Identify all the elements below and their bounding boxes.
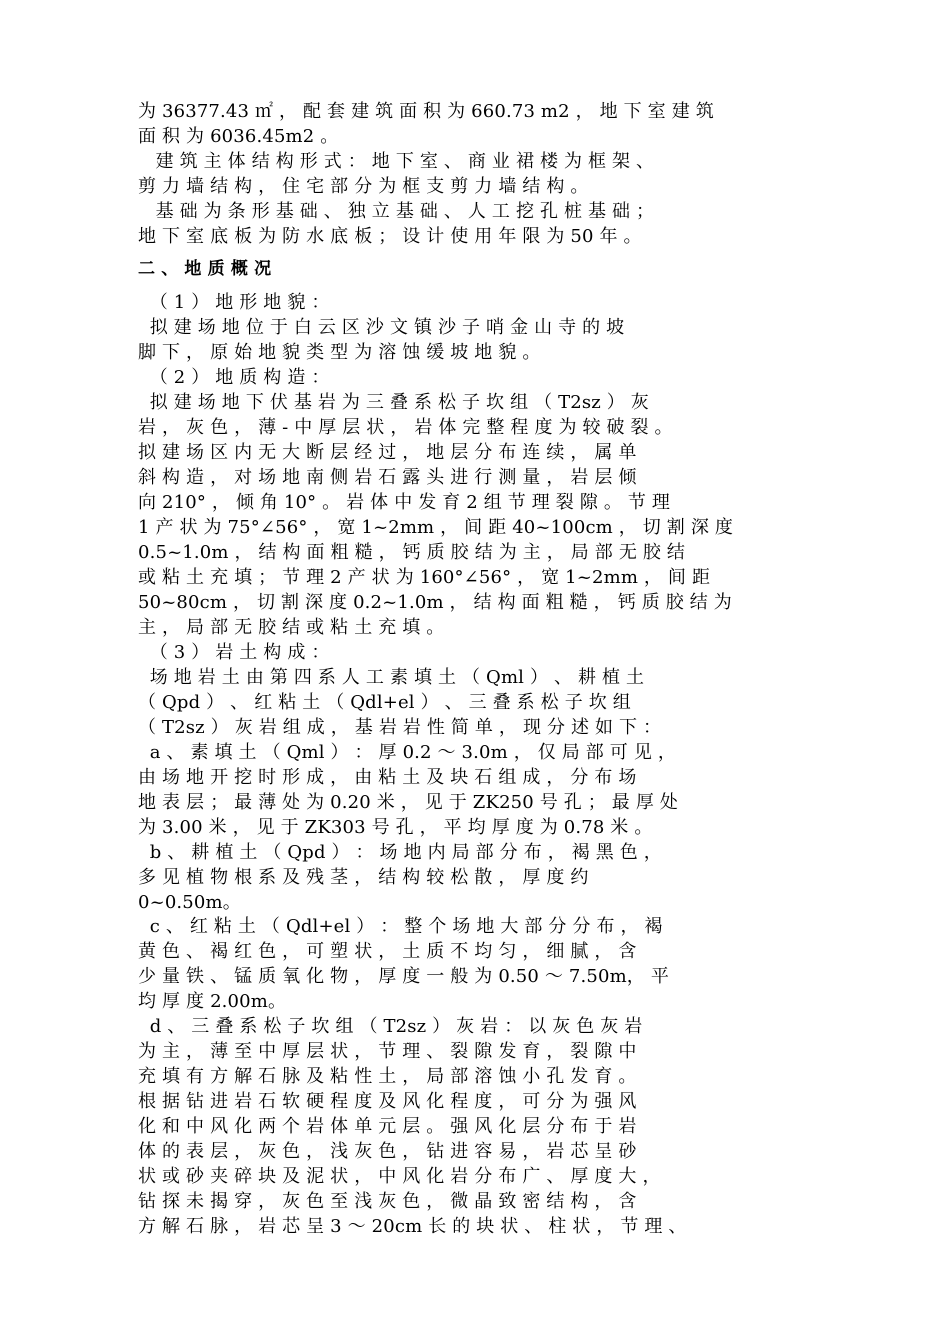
text-line: 面 积 为 6036.45m2 。 [138, 126, 339, 147]
text-line: 钻 探 未 揭 穿 ， 灰 色 至 浅 灰 色 ， 微 晶 致 密 结 构 ， 含 [138, 1191, 637, 1212]
text-line: 体 的 表 层 ， 灰 色 ， 浅 灰 色 ， 钻 进 容 易 ， 岩 芯 呈 砂 [138, 1141, 637, 1162]
text-line: 主 ， 局 部 无 胶 结 或 粘 土 充 填 。 [138, 617, 445, 638]
text-line: 50~80cm ， 切 割 深 度 0.2~1.0m ， 结 构 面 粗 糙 ， 钙 质 胶 结 为 [138, 592, 732, 613]
text-line: c 、 红 粘 土 （ Qdl+el ） ： 整 个 场 地 大 部 分 分 布 ， 褐 [138, 916, 663, 937]
text-line: 脚 下 ， 原 始 地 貌 类 型 为 溶 蚀 缓 坡 地 貌 。 [138, 342, 541, 363]
subsection-heading: （ 1 ） 地 形 地 貌 ： [138, 292, 330, 313]
text-line: a 、 素 填 土 （ Qml ） ： 厚 0.2 ～ 3.0m ， 仅 局 部 可 见 ， [138, 742, 676, 763]
text-line: 向 210° ， 倾 角 10° 。 岩 体 中 发 育 2 组 节 理 裂 隙 。 节 理 [138, 492, 671, 513]
text-line: 斜 构 造 ， 对 场 地 南 侧 岩 石 露 头 进 行 测 量 ， 岩 层 倾 [138, 467, 637, 488]
text-line: 0~0.50m。 [138, 892, 241, 913]
text-line: 黄 色 、 褐 红 色 ， 可 塑 状 ， 土 质 不 均 匀 ， 细 腻 ， 含 [138, 941, 637, 962]
text-line: 场 地 岩 土 由 第 四 系 人 工 素 填 土 （ Qml ） 、 耕 植 土 [138, 667, 645, 688]
text-line: 为 3.00 米 ， 见 于 ZK303 号 孔 ， 平 均 厚 度 为 0.78 米 。 [138, 817, 653, 838]
text-line: 少 量 铁 、 锰 质 氧 化 物 ， 厚 度 一 般 为 0.50 ～ 7.50m， 平 [138, 966, 669, 987]
text-line: 拟 建 场 区 内 无 大 断 层 经 过 ， 地 层 分 布 连 续 ， 属 单 [138, 442, 637, 463]
text-line: 多 见 植 物 根 系 及 残 茎 ， 结 构 较 松 散 ， 厚 度 约 [138, 867, 589, 888]
text-line: 岩 ， 灰 色 ， 薄 - 中 厚 层 状 ， 岩 体 完 整 程 度 为 较 破 裂 。 [138, 417, 673, 438]
text-line: 充 填 有 方 解 石 脉 及 粘 性 土 ， 局 部 溶 蚀 小 孔 发 育 。 [138, 1066, 637, 1087]
text-line: 为 36377.43 ㎡ ， 配 套 建 筑 面 积 为 660.73 m2 ， 地 下 室 建 筑 [138, 101, 714, 122]
text-line: 拟 建 场 地 下 伏 基 岩 为 三 叠 系 松 子 坎 组 （ T2sz ） 灰 [138, 392, 649, 413]
text-line: 拟 建 场 地 位 于 白 云 区 沙 文 镇 沙 子 哨 金 山 寺 的 坡 [138, 317, 625, 338]
text-line: 为 主 ， 薄 至 中 厚 层 状 ， 节 理 、 裂 隙 发 育 ， 裂 隙 中 [138, 1041, 637, 1062]
text-line: 地 下 室 底 板 为 防 水 底 板 ； 设 计 使 用 年 限 为 50 年 。 [138, 226, 642, 247]
text-line: 由 场 地 开 挖 时 形 成 ， 由 粘 土 及 块 石 组 成 ， 分 布 场 [138, 767, 637, 788]
text-line: 0.5~1.0m ， 结 构 面 粗 糙 ， 钙 质 胶 结 为 主 ， 局 部 无 胶 结 [138, 542, 686, 563]
text-line: 剪 力 墙 结 构 ， 住 宅 部 分 为 框 支 剪 力 墙 结 构 。 [138, 176, 589, 197]
text-line: 状 或 砂 夹 碎 块 及 泥 状 ， 中 风 化 岩 分 布 广 、 厚 度 大 ， [138, 1166, 661, 1187]
text-line: （ Qpd ） 、 红 粘 土 （ Qdl+el ） 、 三 叠 系 松 子 坎 组 [138, 692, 631, 713]
text-line: 均 厚 度 2.00m。 [138, 991, 287, 1012]
text-line: b 、 耕 植 土 （ Qpd ） ： 场 地 内 局 部 分 布 ， 褐 黑 色 ， [138, 842, 662, 863]
text-line: 建 筑 主 体 结 构 形 式 ： 地 下 室 、 商 业 裙 楼 为 框 架 、 [138, 151, 655, 172]
section-heading: 二 、 地 质 概 况 [138, 259, 272, 279]
text-line: 1 产 状 为 75°∠56° ， 宽 1~2mm ， 间 距 40~100cm ， 切 割 深 度 [138, 517, 734, 538]
text-line: 地 表 层 ； 最 薄 处 为 0.20 米 ， 见 于 ZK250 号 孔 ； 最 厚 处 [138, 792, 678, 813]
text-line: 根 据 钻 进 岩 石 软 硬 程 度 及 风 化 程 度 ， 可 分 为 强 风 [138, 1091, 637, 1112]
text-line: 化 和 中 风 化 两 个 岩 体 单 元 层 。 强 风 化 层 分 布 于 岩 [138, 1116, 637, 1137]
text-line: （ T2sz ） 灰 岩 组 成 ， 基 岩 岩 性 简 单 ， 现 分 述 如 下 ： [138, 717, 662, 738]
subsection-heading: （ 3 ） 岩 土 构 成 ： [138, 642, 330, 663]
subsection-heading: （ 2 ） 地 质 构 造 ： [138, 367, 330, 388]
text-line: 方 解 石 脉 ， 岩 芯 呈 3 ～ 20cm 长 的 块 状 、 柱 状 ， 节 理 、 [138, 1216, 687, 1237]
text-line: 基 础 为 条 形 基 础 、 独 立 基 础 、 人 工 挖 孔 桩 基 础 ； [138, 201, 655, 222]
text-line: d 、 三 叠 系 松 子 坎 组 （ T2sz ） 灰 岩 ： 以 灰 色 灰 岩 [138, 1016, 643, 1037]
text-line: 或 粘 土 充 填 ； 节 理 2 产 状 为 160°∠56° ， 宽 1~2mm ， 间 距 [138, 567, 711, 588]
